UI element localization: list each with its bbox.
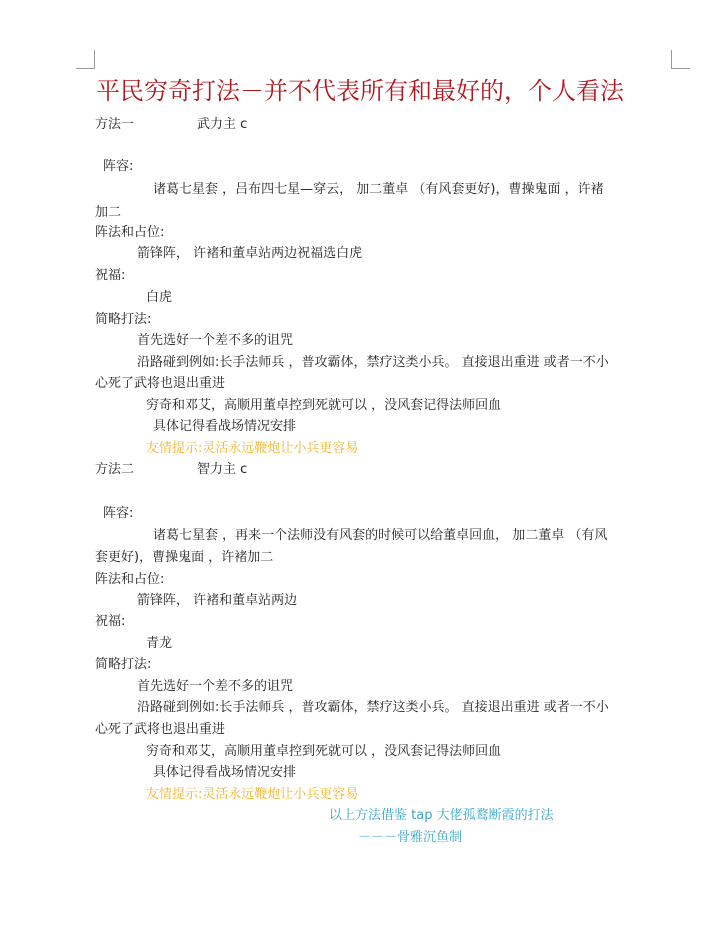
method1-strategy-label: 简略打法: <box>95 312 152 327</box>
method2-strategy-line1: 首先选好一个差不多的诅咒 <box>137 679 294 694</box>
page-corner-mark-top-right <box>671 50 690 69</box>
method2-strategy-label: 简略打法: <box>95 657 152 672</box>
method1-strategy-line3: 心死了武将也退出重进 <box>95 376 226 391</box>
method2-strategy-line2: 沿路碰到例如:长手法师兵 ，普攻霸体，禁疗这类小兵。 直接退出重进 或者一不小 <box>137 700 609 715</box>
method1-tip: 友情提示:灵活永远鞭炮让小兵更容易 <box>146 441 359 456</box>
method1-strategy-line5: 具体记得看战场情况安排 <box>153 419 297 434</box>
method1-strategy-line2: 沿路碰到例如:长手法师兵 ，普攻霸体，禁疗这类小兵。 直接退出重进 或者一不小 <box>137 355 609 370</box>
method1-strategy-line1: 首先选好一个差不多的诅咒 <box>137 333 294 348</box>
method1-main-carry: 武力主 c <box>197 117 248 132</box>
credit-line2: －－－骨雅沉鱼制 <box>358 830 463 845</box>
method1-lineup-label: 阵容: <box>103 159 134 174</box>
method2-lineup-line1: 诸葛七星套 ，再来一个法师没有风套的时候可以给董卓回血， 加二董卓 （有风 <box>153 528 608 543</box>
method2-strategy-line5: 具体记得看战场情况安排 <box>153 765 297 780</box>
method2-tip: 友情提示:灵活永远鞭炮让小兵更容易 <box>146 787 359 802</box>
method1-formation-text: 箭锋阵， 许褚和董卓站两边祝福选白虎 <box>137 246 363 261</box>
method2-formation-text: 箭锋阵， 许褚和董卓站两边 <box>137 593 298 608</box>
method1-strategy-line4: 穷奇和邓艾，高顺用董卓控到死就可以 ，没风套记得法师回血 <box>146 398 502 413</box>
method1-header: 方法一 <box>95 117 135 132</box>
method1-blessing-label: 祝福: <box>95 268 126 283</box>
method2-blessing-label: 祝福: <box>95 614 126 629</box>
method1-lineup-line2: 加二 <box>95 205 122 220</box>
page-corner-mark-top-left <box>76 50 95 69</box>
method2-blessing-text: 青龙 <box>146 636 173 651</box>
credit-line1: 以上方法借鉴 tap 大佬孤鹜断霞的打法 <box>329 808 554 823</box>
method2-formation-label: 阵法和占位: <box>95 572 165 587</box>
method2-strategy-line4: 穷奇和邓艾，高顺用董卓控到死就可以 ，没风套记得法师回血 <box>146 744 502 759</box>
method2-lineup-label: 阵容: <box>103 506 134 521</box>
document-title: 平民穷奇打法－并不代表所有和最好的，个人看法 <box>96 77 624 105</box>
method1-formation-label: 阵法和占位: <box>95 225 165 240</box>
method2-strategy-line3: 心死了武将也退出重进 <box>95 722 226 737</box>
method1-lineup-line1: 诸葛七星套 ，吕布四七星—穿云， 加二董卓 （有风套更好)，曹操鬼面 ，许褚 <box>153 182 604 197</box>
method2-main-carry: 智力主 c <box>197 462 248 477</box>
method2-lineup-line2: 套更好)，曹操鬼面 ，许褚加二 <box>95 550 274 565</box>
method2-header: 方法二 <box>95 462 135 477</box>
method1-blessing-text: 白虎 <box>146 290 173 305</box>
